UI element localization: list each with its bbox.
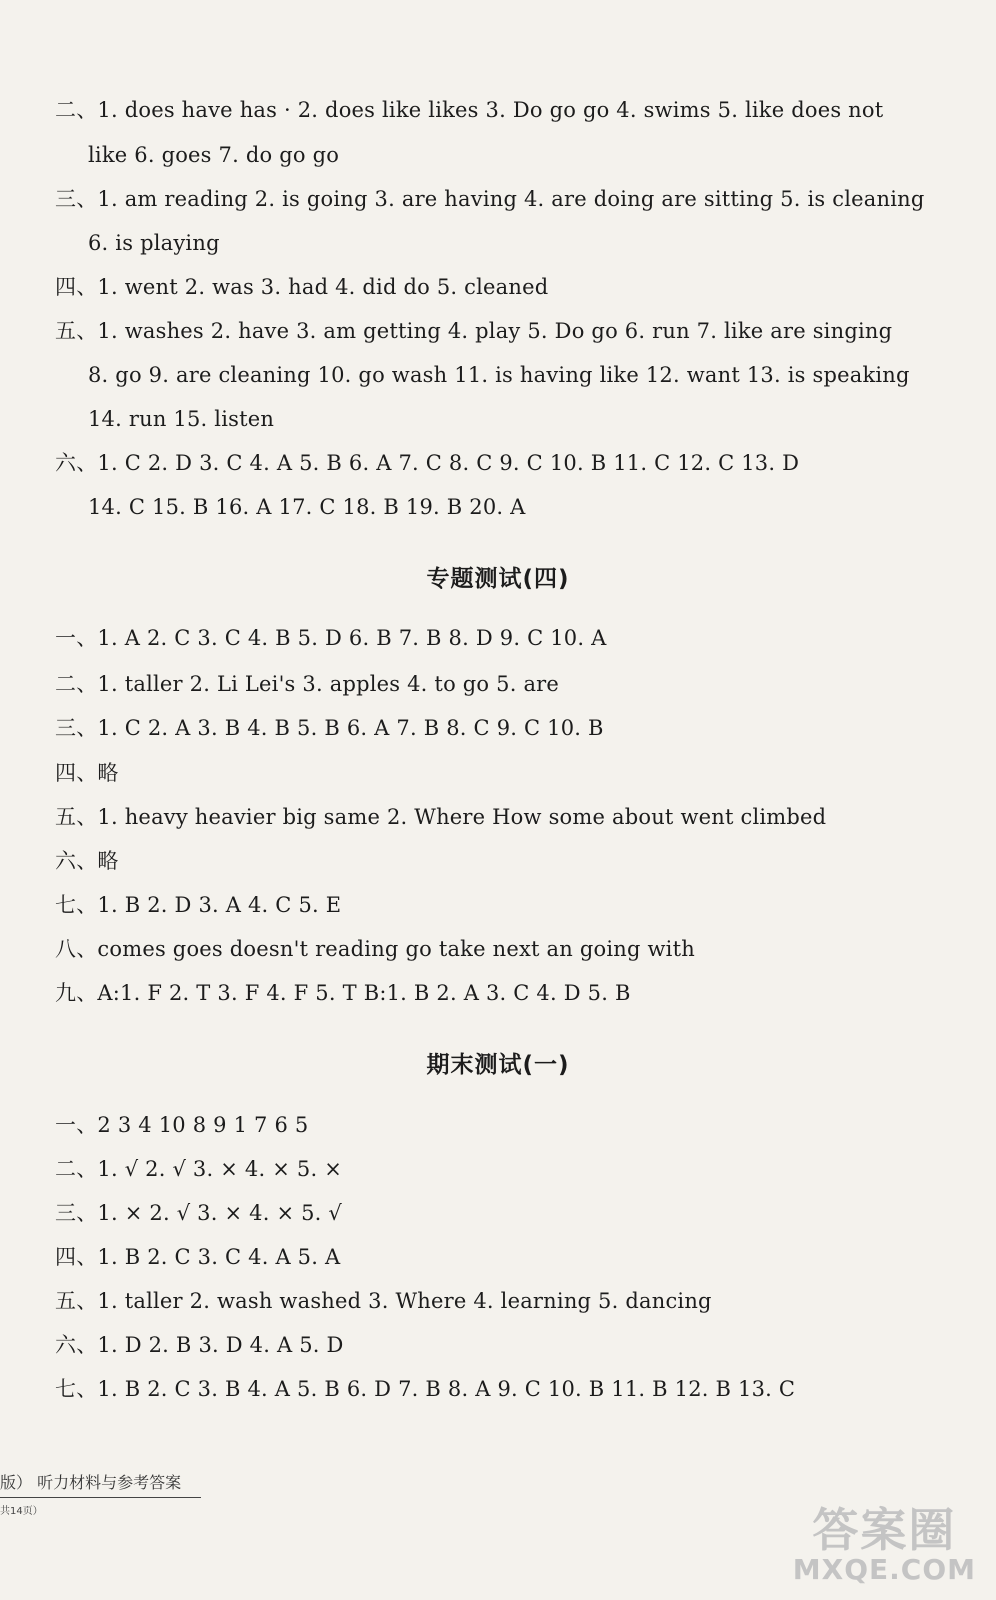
page-footer: 版） 听力材料与参考答案	[0, 1470, 201, 1498]
answer-line: 五、1. heavy heavier big same 2. Where How some about went climbed	[55, 805, 827, 829]
answer-line: 三、1. × 2. √ 3. × 4. × 5. √	[55, 1201, 343, 1225]
answer-line: 七、1. B 2. D 3. A 4. C 5. E	[55, 893, 342, 917]
answer-line: 6. is playing	[88, 231, 220, 255]
answer-line: 8. go 9. are cleaning 10. go wash 11. is having like 12. want 13. is speaking	[88, 363, 910, 387]
answer-line: 四、略	[55, 761, 119, 785]
watermark	[793, 1505, 976, 1585]
answer-line: 八、comes goes doesn't reading go take next an going with	[55, 937, 695, 961]
section-title: 期末测试(一)	[426, 1052, 570, 1078]
answer-line: 一、2 3 4 10 8 9 1 7 6 5	[55, 1113, 309, 1137]
answer-line: 一、1. A 2. C 3. C 4. B 5. D 6. B 7. B 8. D 9. C 10. A	[55, 626, 607, 650]
answer-line: like 6. goes 7. do go go	[88, 143, 340, 167]
answer-line: 五、1. washes 2. have 3. am getting 4. play 5. Do go 6. run 7. like are singing	[55, 319, 893, 343]
answer-line: 二、1. √ 2. √ 3. × 4. × 5. ×	[55, 1157, 343, 1181]
answer-line: 六、1. C 2. D 3. C 4. A 5. B 6. A 7. C 8. C 9. C 10. B 11. C 12. C 13. D	[55, 451, 800, 475]
page-count: 共14页）	[0, 1506, 43, 1517]
answer-line: 三、1. C 2. A 3. B 4. B 5. B 6. A 7. B 8. C 9. C 10. B	[55, 716, 604, 740]
watermark-logo: 答案圈	[812, 1503, 957, 1557]
section-title: 专题测试(四)	[426, 566, 570, 592]
answer-line: 14. C 15. B 16. A 17. C 18. B 19. B 20. A	[88, 495, 526, 519]
answer-line: 二、1. taller 2. Li Lei's 3. apples 4. to go 5. are	[55, 672, 560, 696]
answer-line: 二、1. does have has · 2. does like likes 3. Do go go 4. swims 5. like does not	[55, 98, 884, 122]
answer-line: 七、1. B 2. C 3. B 4. A 5. B 6. D 7. B 8. A 9. C 10. B 11. B 12. B 13. C	[55, 1377, 796, 1401]
answer-line: 14. run 15. listen	[88, 407, 275, 431]
answer-line: 五、1. taller 2. wash washed 3. Where 4. learning 5. dancing	[55, 1289, 712, 1313]
answer-line: 九、A:1. F 2. T 3. F 4. F 5. T B:1. B 2. A 3. C 4. D 5. B	[55, 981, 631, 1005]
answer-line: 六、1. D 2. B 3. D 4. A 5. D	[55, 1333, 344, 1357]
watermark-url: MXQE.COM	[792, 1553, 976, 1586]
answer-line: 三、1. am reading 2. is going 3. are having 4. are doing are sitting 5. is cleaning	[55, 187, 925, 211]
answer-line: 六、略	[55, 849, 119, 873]
answer-line: 四、1. went 2. was 3. had 4. did do 5. cleaned	[55, 275, 549, 299]
answer-line: 四、1. B 2. C 3. C 4. A 5. A	[55, 1245, 341, 1269]
